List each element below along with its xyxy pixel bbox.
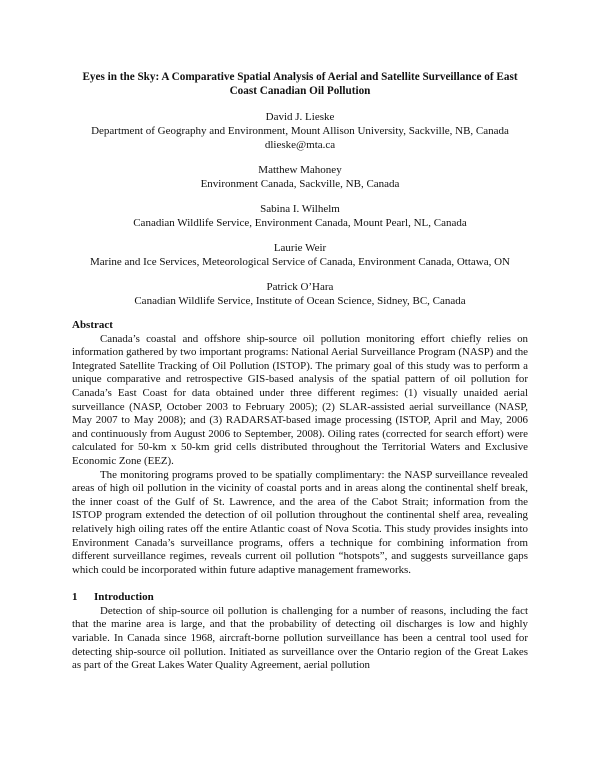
section-number: 1: [72, 591, 78, 604]
section-paragraph: Detection of ship-source oil pollution is challenging for a number of reasons, including the fact that the marine area is large, and that the probability of detecting oil discharges is low and highly variable. In Canada since 1968, aircraft-borne pollution surveillance has been a central tool used for detecting ship-source oil pollution. Initiated as surveillance over the Ontario region of the Great Lakes as part of the Great Lakes Water Quality Agreement, aerial pollution: [72, 604, 528, 672]
author-affiliation: Environment Canada, Sackville, NB, Canada: [200, 178, 400, 190]
author-affiliation: Department of Geography and Environment, Mount Allison University, Sackville, NB, Canada: [91, 125, 509, 137]
author-affiliation: Marine and Ice Services, Meteorological Service of Canada, Environment Canada, Ottawa, ON: [90, 256, 510, 268]
abstract-heading: Abstract: [72, 319, 113, 331]
author-email: dlieske@mta.ca: [264, 139, 336, 151]
section-heading: [72, 591, 528, 605]
abstract-paragraph: The monitoring programs proved to be spatially complimentary: the NASP surveillance revealed areas of high oil pollution in the vicinity of coastal ports and in areas along the continental shelf break, the inner coast of the Gulf of St. Lawrence, and the area of the Cabot Strait; information from the ISTOP program extended the detection of oil pollution throughout the continental shelf area, revealing relatively high oiling rates off the entire Atlantic coast of Nova Scotia. This study provides insights into Environment Canada’s surveillance programs, offers a technique for combining information from different surveillance regimes, reveals current oil pollution “hotspots”, and suggests surveillance gaps which could be incorporated within future adaptive management frameworks.: [72, 468, 528, 576]
author-block: [72, 202, 528, 230]
author-affiliation: Canadian Wildlife Service, Environment Canada, Mount Pearl, NL, Canada: [133, 217, 467, 229]
author-name: Matthew Mahoney: [258, 164, 342, 176]
author-block: [72, 280, 528, 308]
author-name: Sabina I. Wilhelm: [260, 203, 340, 215]
author-name: Laurie Weir: [273, 242, 327, 254]
author-affiliation: Canadian Wildlife Service, Institute of Ocean Science, Sidney, BC, Canada: [134, 295, 466, 307]
author-block: [72, 163, 528, 191]
abstract-paragraph: Canada’s coastal and offshore ship-source oil pollution monitoring effort chiefly relies on information gathered by two important programs: National Aerial Surveillance Program (NASP) and the Integrated Satellite Tracking of Oil Pollution (ISTOP). The primary goal of this study was to perform a unique comparative and retrospective GIS-based analysis of the spatial pattern of oil pollution for Canada’s East Coast for data obtained under three different regimes: (1) visually unaided aerial surveillance (NASP, October 2003 to February 2005); (2) SLAR-assisted aerial surveillance (NASP, May 2007 to May 2008); and (3) RADARSAT-based image processing (ISTOP, April and May, 2006 and continuously from August 2006 to September, 2008). Oiling rates (corrected for search effort) were calculated for 50-km x 50-km grid cells distributed throughout the Territorial Waters and Exclusive Economic Zone (EEZ).: [72, 332, 528, 467]
author-name: David J. Lieske: [265, 111, 335, 123]
author-block: [72, 241, 528, 269]
paper-title: Eyes in the Sky: A Comparative Spatial Analysis of Aerial and Satellite Surveillance of East Coast Canadian Oil Pollution: [82, 71, 518, 97]
author-name: Patrick O’Hara: [266, 281, 334, 293]
author-block: [72, 110, 528, 152]
section-title: Introduction: [94, 591, 154, 604]
